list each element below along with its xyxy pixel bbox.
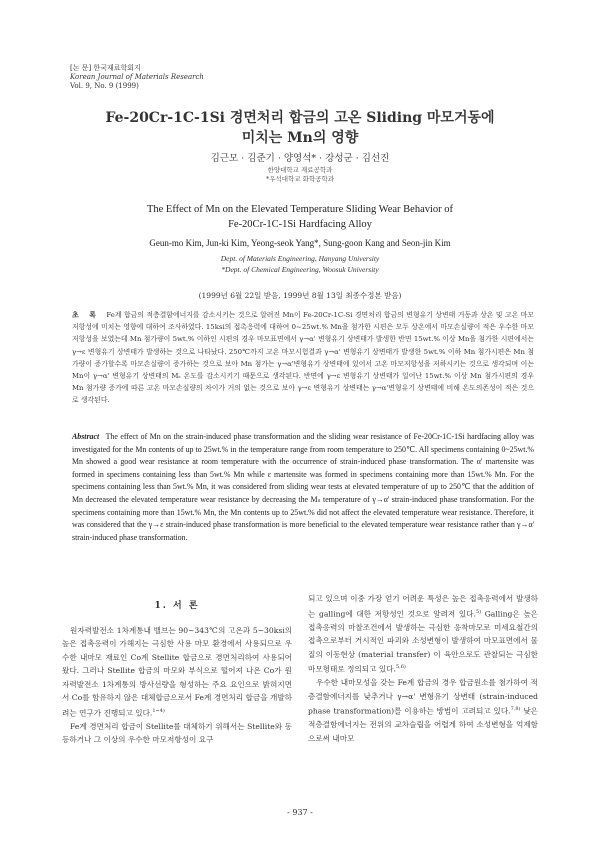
title-english xyxy=(0,202,600,232)
abstract-korean-label: 초 록 xyxy=(72,311,100,319)
intro-paragraph-4-text-cont: 낮은 적층결함에너지는 전위의 교차슬립을 어렵게 하여 소성변형을 억제함으로써 내마모 xyxy=(308,706,538,743)
journal-header xyxy=(70,64,204,91)
affiliation-korean-line2: *우석대학교 화학공학과 xyxy=(265,175,335,183)
authors-korean: 김근모 · 김준기 · 양영석* · 강성군 · 김선진 xyxy=(210,153,390,164)
journal-volume: Vol. 9, No. 9 (1999) xyxy=(70,82,139,90)
abstract-english-text: The effect of Mn on the strain-induced phase transformation and the sliding wear resistance of Fe-20Cr-1C-1Si hardfacing alloy was investigated for the Mn contents of up to 25wt.% in the temperature range from room temperature to 250℃. All specimens containing 0~25wt.% Mn showed a good wear resistance at room temperature with the occurrence of strain-induced phase transformation. The α' martensite was formed in specimens containing less than 5wt.% Mn while ε martensite was formed in specimens containing more than 15wt.% Mn. For the specimens containing less than 5wt.% Mn, it was considered from sliding wear tests at elevated temperature of up to 250℃ that the addition of Mn decreased the elevated temperature wear resistance by decreasing the Mₛ temperature of γ→α' strain-induced phase transformation. For the specimens containing more than 15wt.% Mn, the Mn contents up to 25wt.% did not affect the elevated temperature wear resistance. Therefore, it was considered that the γ→ε strain-induced phase transformation is more beneficial to the elevated temperature wear resistance rather than γ→α' strain-induced phase transformation. xyxy=(72,432,534,542)
title-korean-line1: Fe-20Cr-1C-1Si 경면처리 합금의 고온 Sliding 마모거동에 xyxy=(105,110,495,126)
abstract-english xyxy=(72,431,534,544)
citation-ref: 5) xyxy=(475,608,482,615)
affiliation-english-line1: Dept. of Materials Engineering, Hanyang University xyxy=(220,254,380,263)
intro-paragraph-1-text: 원자력발전소 1차계통내 밸브는 90~343℃의 고온과 5~30ksi의 높은 접촉응력이 가해지는 극심한 사용 마모 환경에서 사용되므로 우수한 내마모 재료인 Co계 Stellite 합금으로 경면처리하여 사용되어 왔다. 그러나 Stellite 합금의 마모와 부식으로 떨어져 나온 Co가 원자력발전소 1차계통의 방사선량을 형성하는 주요 요인으로 밝혀지면서 Co를 함유하지 않은 대체합금으로서 Fe계 경면처리 합금을 개발하려는 연구가 진행되고 있다. xyxy=(62,625,292,718)
body-column-left xyxy=(62,600,292,747)
intro-paragraph-3-text-cont: Galling은 높은 접촉응력의 마찰조건에서 발생하는 극심한 응착마모로 미세요철간의 접촉으로부터 거시적인 파괴와 소성변형이 발생하여 마모표면에서 물질의 이동현상 (material transfer) 이 육안으로도 관찰되는 극심한 마모형태로 정의되고 있다. xyxy=(308,609,538,674)
affiliation-english-line2: *Dept. of Chemical Engineering, Woosuk University xyxy=(221,265,379,274)
citation-ref: 1~4) xyxy=(152,707,165,714)
received-dates: (1999년 6월 22일 받음, 1999년 8월 13일 최종수정본 받음) xyxy=(198,291,402,300)
title-english-line2: Fe-20Cr-1C-1Si Hardfacing Alloy xyxy=(228,219,372,230)
body-column-right xyxy=(308,592,538,745)
affiliation-english xyxy=(0,253,600,275)
intro-paragraph-3 xyxy=(308,592,538,676)
journal-name-en: Korean Journal of Materials Research xyxy=(70,73,204,81)
intro-paragraph-4 xyxy=(308,676,538,745)
abstract-korean-text: Fe계 합금의 적층결함에너지를 감소시키는 것으로 알려진 Mn이 Fe-20Cr-1C-Si 경면처리 합금의 변형유기 상변태 거동과 상온 및 고온 마모저항성에 미치는 영향에 대하여 조사하였다. 15ksi의 접촉응력에 대하여 0~25wt.% Mn을 첨가한 시편은 모두 상온에서 마모손실량이 적은 우수한 마모저항성을 보였는데 Mn 첨가량이 5wt.% 이하인 시편의 경우 마모표면에서 γ→α' 변형유기 상변태가 발생한 반면 15wt.% 이상 Mn을 첨가한 시편에서는 γ→ε 변형유기 상변태가 발생하는 것으로 나타났다. 250℃까지 고온 마모시험결과 γ→α' 변형유기 상변태가 발생한 5wt.% 이하 Mn 첨가시편은 Mn 첨가량이 증가할수록 마모손실량이 증가하는 것으로 보아 Mn 첨가는 γ→α'변형유기 상변태에 있어서 고온 마모저항성을 저하시키는 것으로 생각되며 이는 Mn이 γ→α' 변형유기 상변태의 Mₛ 온도를 감소시키기 때문으로 생각된다. 반면에 γ→ε 변형유기 상변태가 일어난 15wt.% 이상 Mn 첨가시편의 경우 Mn 첨가량 증가에 따른 고온 마모손실량의 차이가 거의 없는 것으로 보아 γ→ε 변형유기 상변태는 γ→α'변형유기 상변태에 비해 온도의존성이 적은 것으로 생각된다. xyxy=(72,311,535,405)
title-korean xyxy=(0,108,600,148)
affiliation-korean-line1: 한양대학교 재료공학과 xyxy=(267,166,333,174)
citation-ref: 5,6) xyxy=(395,664,406,671)
abstract-korean xyxy=(72,309,534,407)
section-heading-introduction: 1. 서 론 xyxy=(154,601,200,611)
authors-english: Geun-mo Kim, Jun-ki Kim, Yeong-seok Yang*, Sung-goon Kang and Seon-jin Kim xyxy=(149,238,451,248)
title-korean-line2: 미치는 Mn의 영향 xyxy=(241,130,359,146)
journal-name-ko: [논 문] 한국재료학회지 xyxy=(70,64,141,72)
intro-paragraph-1 xyxy=(62,624,292,720)
intro-paragraph-4-text: 우수한 내마모성을 갖는 Fe계 합금의 경우 합금원소를 첨가하여 적층결함에너지를 낮추거나 γ→α' 변형유기 상변태 (strain-induced phase transformation)를 이용하는 방법이 고려되고 있다. xyxy=(308,678,538,716)
intro-paragraph-3-text: 되고 있으며 이중 가장 얻기 어려운 특성은 높은 접촉응력에서 발생하는 galling에 대한 저항성인 것으로 알려져 있다. xyxy=(308,594,538,619)
page-number: - 937 - xyxy=(287,808,313,817)
citation-ref: 7,8) xyxy=(510,706,521,713)
intro-paragraph-2-text: Fe계 경면처리 합금이 Stellite를 대체하기 위해서는 Stellite와 동등하거나 그 이상의 우수한 마모저항성이 요구 xyxy=(62,721,292,745)
affiliation-korean xyxy=(0,166,600,184)
title-english-line1: The Effect of Mn on the Elevated Temperature Sliding Wear Behavior of xyxy=(146,204,454,215)
abstract-english-label: Abstract xyxy=(72,432,100,441)
intro-paragraph-2 xyxy=(62,720,292,747)
